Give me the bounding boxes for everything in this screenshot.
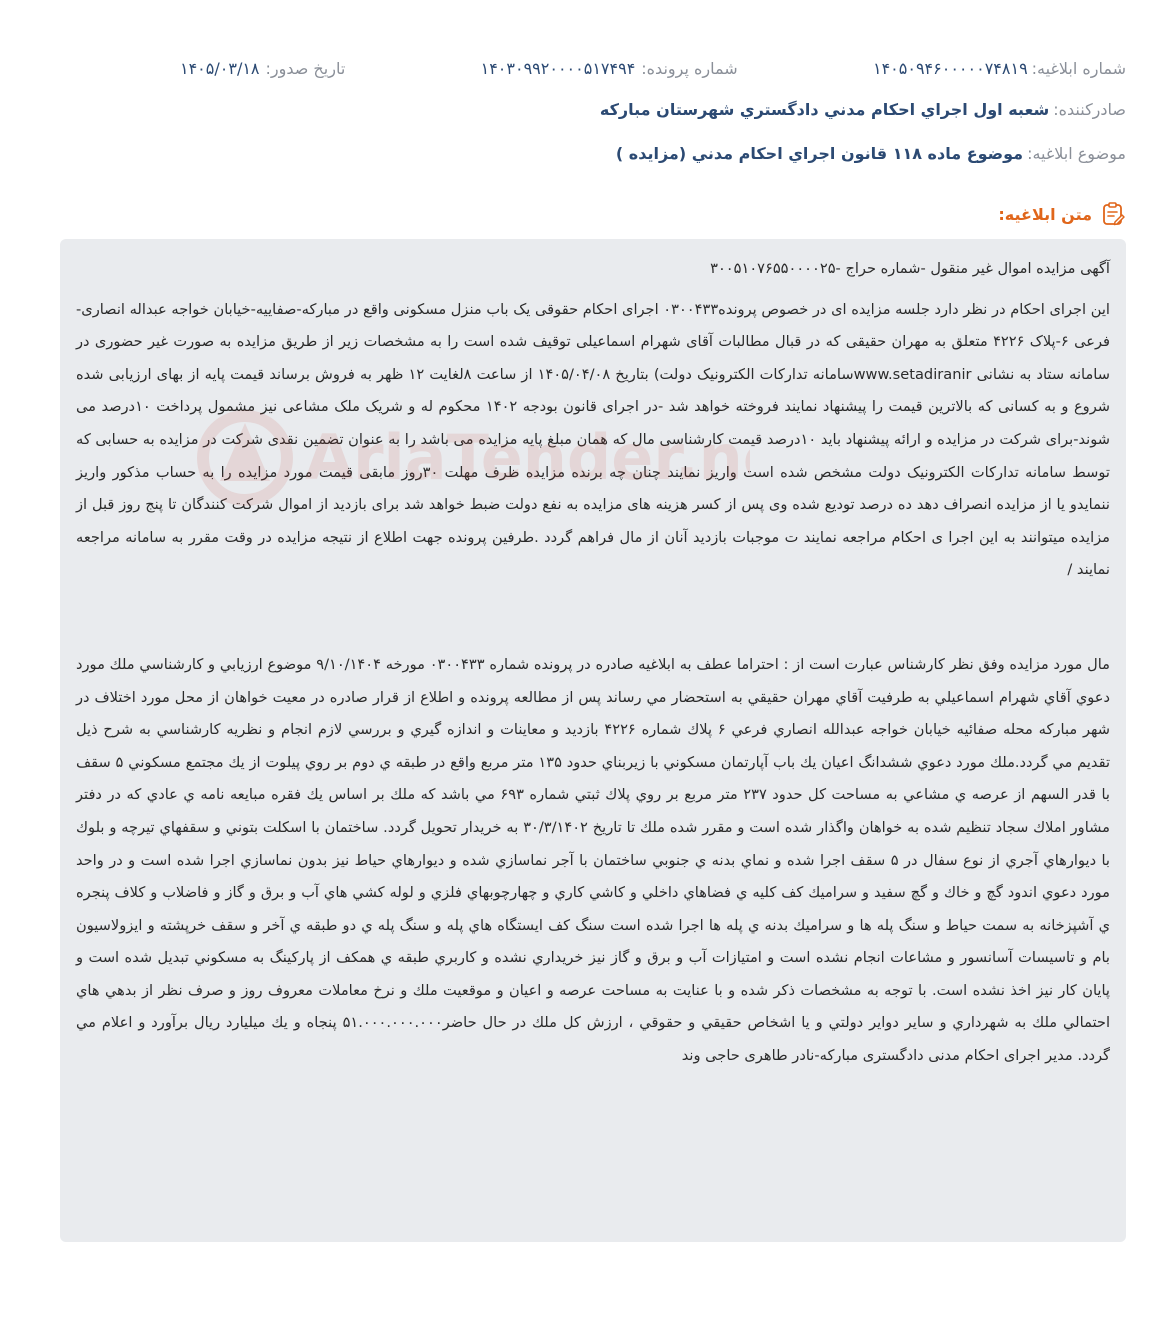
notice-number: ۱۴۰۵۰۹۴۶۰۰۰۰۰۷۴۸۱۹ — [872, 59, 1028, 78]
subject-row — [48, 143, 1126, 165]
document-note-icon — [1100, 201, 1126, 227]
notice-body — [60, 239, 1126, 1242]
issue-date: ۱۴۰۵/۰۳/۱۸ — [179, 59, 260, 78]
notice-text-label: متن ابلاغیه: — [998, 204, 1092, 224]
case-number: ۱۴۰۳۰۹۹۲۰۰۰۰۵۱۷۴۹۴ — [480, 59, 636, 78]
case-number-field — [481, 58, 738, 80]
auction-title: آگهی مزایده اموال غیر منقول -شماره حراج -۳۰۰۵۱۰۷۶۵۵۰۰۰۰۲۵ — [710, 260, 1110, 277]
notice-number-field — [873, 58, 1126, 80]
issuer-row — [48, 99, 1126, 121]
appraisal-paragraph: مال مورد مزايده وفق نظر کارشناس عبارت است از : احتراما عطف به ابلاغيه صادره در پرونده شماره ۰۳۰۰۴۳۳ مورخه ۹/۱۰/۱۴۰۴ موضوع ارزيابي و كارشناسي ملك مورد دعوي آقاي شهرام اسماعيلي به طرفيت آقاي مهران حقيقي به استحضار مي رساند پس از مطالعه پرونده و اطلاع از قرار صادره در معيت خواهان از محل مورد اختلاف در شهر مباركه محله صفائيه خيابان خواجه عبدالله انصاري فرعي ۶ پلاك شماره ۴۲۲۶ بازديد و معاينات و اندازه گيري و بررسي لازم انجام و نظريه كارشناسي به شرح ذيل تقديم مي گردد.ملك مورد دعوي ششدانگ اعيان يك باب آپارتمان مسكوني با زيربناي حدود ۱۳۵ متر مربع واقع در طبقه ي دوم بر روي پيلوت از يك مجتمع مسكوني ۵ سقف با قدر السهم از عرصه ي مشاعي به مساحت كل حدود ۲۳۷ متر مربع بر روي پلاك ثبتي شماره ۶۹۳ مي باشد كه ملك بر اساس يك فقره مبايعه نامه ي عادي كه در دفتر مشاور املاك سجاد تنظيم شده به خواهان واگذار شده است و مقرر شده ملك تا تاريخ ۳۰/۳/۱۴۰۲ به خريدار تحويل گردد. ساختمان با اسكلت بتوني و سقفهاي تيرچه و بلوك با ديوارهاي آجري از نوع سفال در ۵ سقف اجرا شده و نماي بدنه ي جنوبي ساختمان با آجر نماسازي شده و ديوارهاي حياط نيز بدون نماسازي اجرا شده است و در واحد مورد دعوي اندود گچ و خاك و گچ سفيد و سراميك كف كليه ي فضاهاي داخلي و كاشي كاري و چهارچوبهاي فلزي و لوله كشي هاي آب و برق و گاز و فاضلاب و كلاف پنجره ي آشپزخانه به سمت حياط و سنگ پله ها و سراميك بدنه ي پله ها اجرا شده است سنگ كف ايستگاه هاي پله و سنگ پله ي دو طبقه ي آخر و سقف خرپشته و ايزولاسيون بام و تاسيسات آسانسور و مشاعات انجام نشده است و امتيازات آب و برق و گاز نيز خريداري نشده و كاربري طبقه ي همكف از پاركينگ به مسكوني تبديل شده است و پايان كار نيز اخذ نشده است. با توجه به مشخصات ذكر شده و با عنايت به مساحت عرصه و اعيان و موقعيت ملك و نرخ معاملات معروف روز و صرف نظر از بدهي هاي احتمالي ملك به شهرداري و ساير دواير دولتي و يا اشخاص حقيقي و حقوقي ، ارزش كل ملك در حال حاضر۵۱.۰۰۰.۰۰۰.۰۰۰ پنجاه و يك ميليارد ريال برآورد و اعلام مي گردد. مدیر اجرای احکام مدنی دادگستری مبارکه-نادر طاهری حاجی وند — [76, 655, 1111, 1065]
paragraph-gap — [76, 587, 1110, 649]
issue-date-label: تاریخ صدور: — [265, 59, 346, 78]
notice-number-label: شماره ابلاغیه: — [1031, 59, 1126, 78]
issuer: شعبه اول اجراي احكام مدني دادگستري شهرستان مباركه — [599, 100, 1050, 119]
subject: موضوع ماده ۱۱۸ قانون اجراي احكام مدني (مزايده ) — [615, 144, 1024, 163]
issuer-label: صادرکننده: — [1053, 100, 1126, 119]
issue-date-field — [180, 58, 345, 80]
subject-label: موضوع ابلاغیه: — [1027, 144, 1126, 163]
case-number-label: شماره پرونده: — [641, 59, 738, 78]
notice-meta-row — [48, 58, 1126, 80]
auction-paragraph: این اجرای احکام در نظر دارد جلسه مزایده ای در خصوص پرونده۰۳۰۰۴۳۳ اجرای احکام حقوقی یک باب منزل مسکونی واقع در مبارکه-صفاییه-خیابان خواجه عبداله انصاری-فرعی ۶-پلاک ۴۲۲۶ متعلق به مهران حقیقی که در قبال مطالبات آقای شهرام اسماعیلی توقیف شده است را به مشخصات زیر از طریق مزایده به صورت غیر حضوری در سامانه ستاد به نشانی www.setadiranirسامانه تدارکات الکترونیک دولت) بتاریخ ۱۴۰۵/۰۴/۰۸ از ساعت ۸لغایت ۱۲ ظهر به فروش برساند قیمت پایه از بهای ارزیابی شده شروع و به کسانی که بالاترین قیمت را پیشنهاد نمایند فروخته خواهد شد -در اجرای قانون بودجه ۱۴۰۲ محکوم له و شریک ملک مشاعی نیز مشمول پرداخت ۱۰درصد می شوند-برای شرکت در مزایده و ارائه پیشنهاد باید ۱۰درصد قیمت کارشناسی مال که همان مبلغ پایه مزایده می باشد را به عنوان تضمین نقدی شرکت در مزایده به حسابی که توسط سامانه تدارکات الکترونیک دولت مشخص شده است واریز نمایند چنان چه برنده مزایده ظرف مهلت ۳۰روز مابقی قیمت مورد مزایده را به حساب مذکور واریز ننمایدو یا از مزایده انصراف دهد ده درصد تودیع شده وی پس از کسر هزینه های مزایده به نفع دولت ضبط خواهد شد برای بازدید از اموال شرکت کنندگان تا پنج روز قبل از مزایده میتوانند به این اجرا ی احکام مراجعه نمایند ت موجبات بازدید آنان از مال فراهم گردد .طرفین پرونده جهت اطلاع از نتیجه مزایده در وقت مقرر به سامانه مراجعه نمایند / — [76, 300, 1110, 579]
notice-text-heading — [998, 201, 1126, 227]
